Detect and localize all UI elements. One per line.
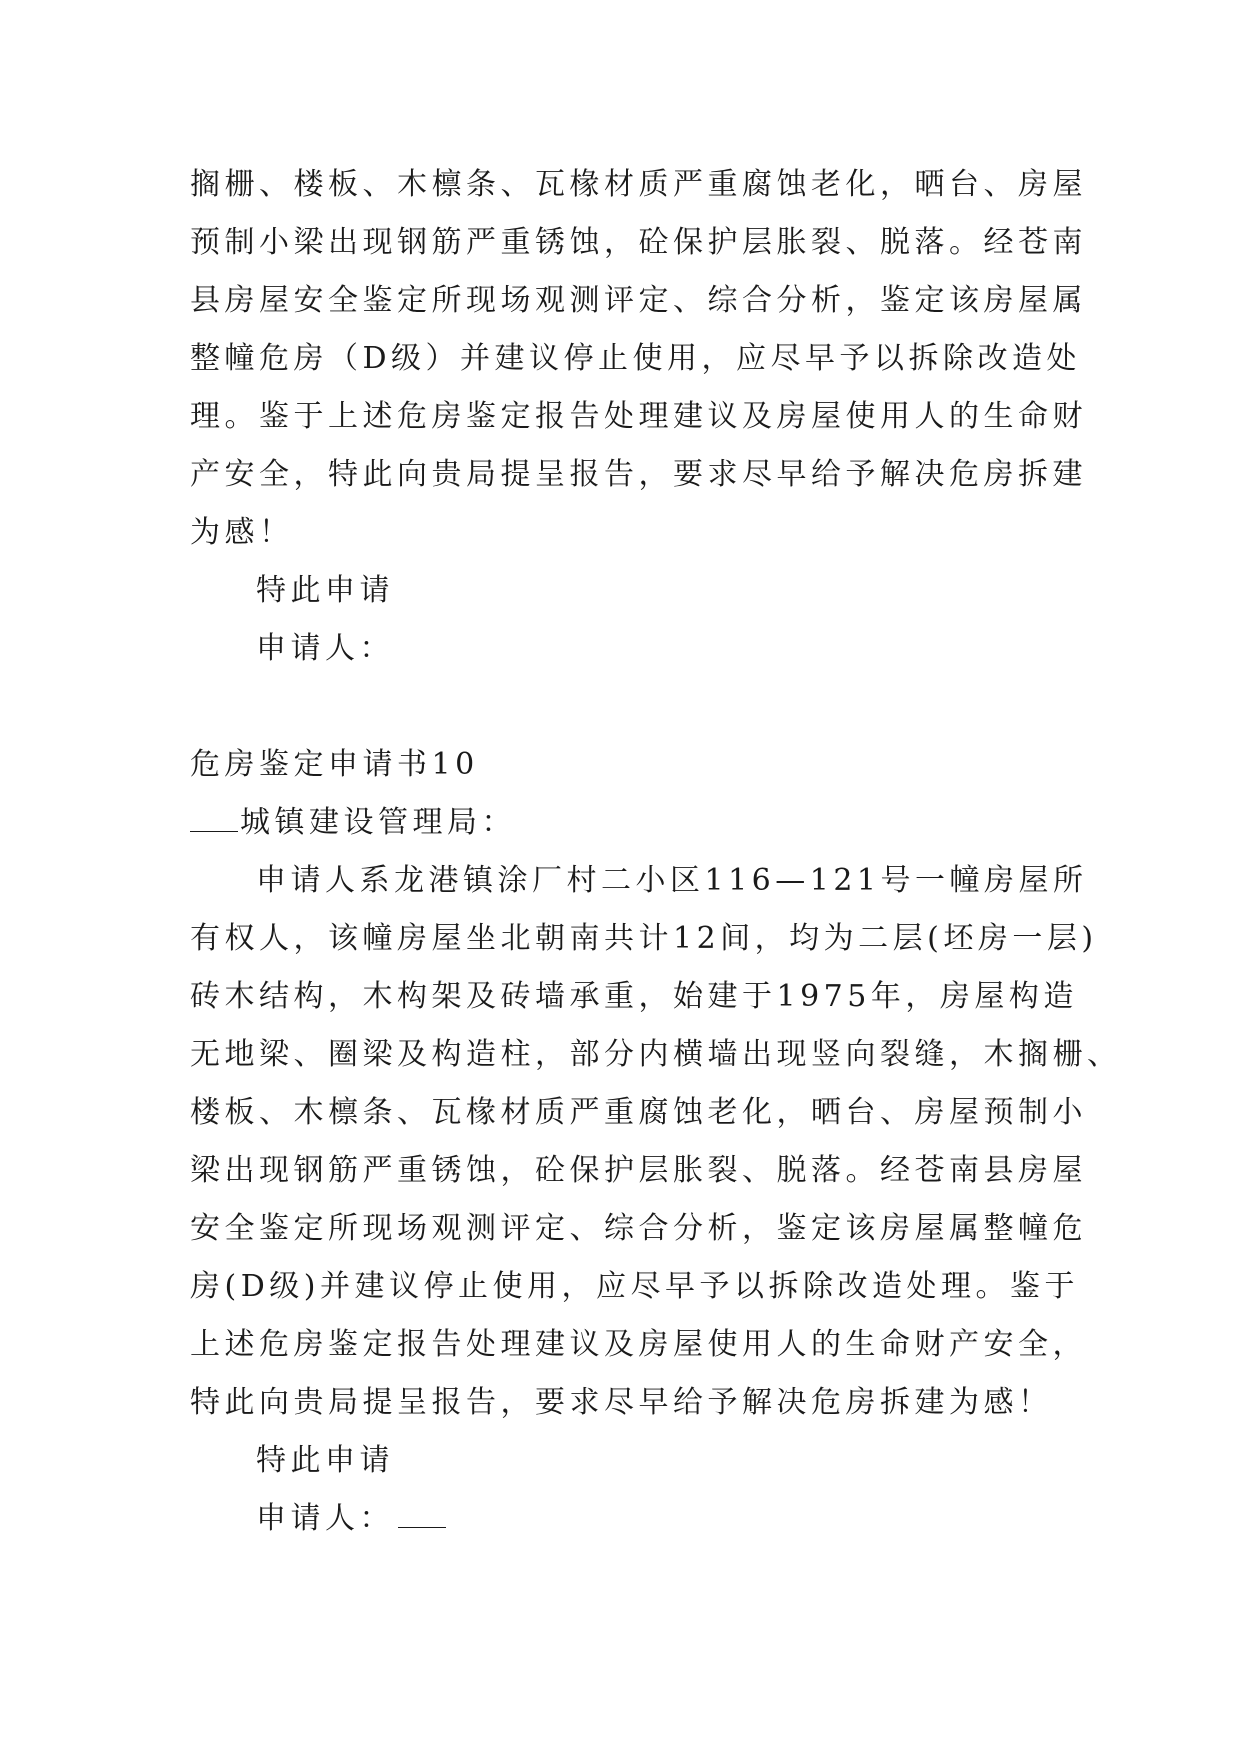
paragraph-line: 产安全，特此向贵局提呈报告，要求尽早给予解决危房拆建 xyxy=(190,457,1087,492)
paragraph-line: 理。鉴于上述危房鉴定报告处理建议及房屋使用人的生命财 xyxy=(190,399,1087,434)
blank-field xyxy=(398,1499,446,1528)
signature-line xyxy=(256,1499,448,1539)
paragraph-line: 搁栅、楼板、木檩条、瓦椽材质严重腐蚀老化，晒台、房屋 xyxy=(190,167,1087,202)
addressee-line xyxy=(190,803,516,843)
document-title: 危房鉴定申请书10 xyxy=(190,747,479,782)
addressee-text: 城镇建设管理局： xyxy=(240,805,516,840)
closing-text: 特此申请 xyxy=(256,1443,394,1478)
paragraph-line: 有权人，该幢房屋坐北朝南共计12间，均为二层(坯房一层) xyxy=(190,921,1098,956)
paragraph-line: 申请人系龙港镇涂厂村二小区116—121号一幢房屋所 xyxy=(256,863,1088,898)
paragraph-line: 为感！ xyxy=(190,515,294,550)
paragraph-line: 房(D级)并建议停止使用，应尽早予以拆除改造处理。鉴于 xyxy=(190,1269,1079,1304)
paragraph-line: 特此向贵局提呈报告，要求尽早给予解决危房拆建为感！ xyxy=(190,1385,1053,1420)
paragraph-line: 整幢危房（D级）并建议停止使用，应尽早予以拆除改造处 xyxy=(190,341,1082,376)
paragraph-line: 梁出现钢筋严重锈蚀，砼保护层胀裂、脱落。经苍南县房屋 xyxy=(190,1153,1087,1188)
paragraph-line: 砖木结构，木构架及砖墙承重，始建于1975年，房屋构造 xyxy=(190,979,1078,1014)
paragraph-line: 楼板、木檩条、瓦椽材质严重腐蚀老化，晒台、房屋预制小 xyxy=(190,1095,1087,1130)
paragraph-line: 预制小梁出现钢筋严重锈蚀，砼保护层胀裂、脱落。经苍南 xyxy=(190,225,1087,260)
blank-field xyxy=(190,803,238,832)
paragraph-line: 县房屋安全鉴定所现场观测评定、综合分析，鉴定该房屋属 xyxy=(190,283,1087,318)
paragraph-line: 无地梁、圈梁及构造柱，部分内横墙出现竖向裂缝，木搁栅、 xyxy=(190,1037,1122,1072)
closing-text: 特此申请 xyxy=(256,573,394,608)
paragraph-line: 上述危房鉴定报告处理建议及房屋使用人的生命财产安全， xyxy=(190,1327,1087,1362)
signature-label: 申请人： xyxy=(256,1501,394,1536)
paragraph-line: 安全鉴定所现场观测评定、综合分析，鉴定该房屋属整幢危 xyxy=(190,1211,1087,1246)
signature-label: 申请人： xyxy=(256,631,394,666)
